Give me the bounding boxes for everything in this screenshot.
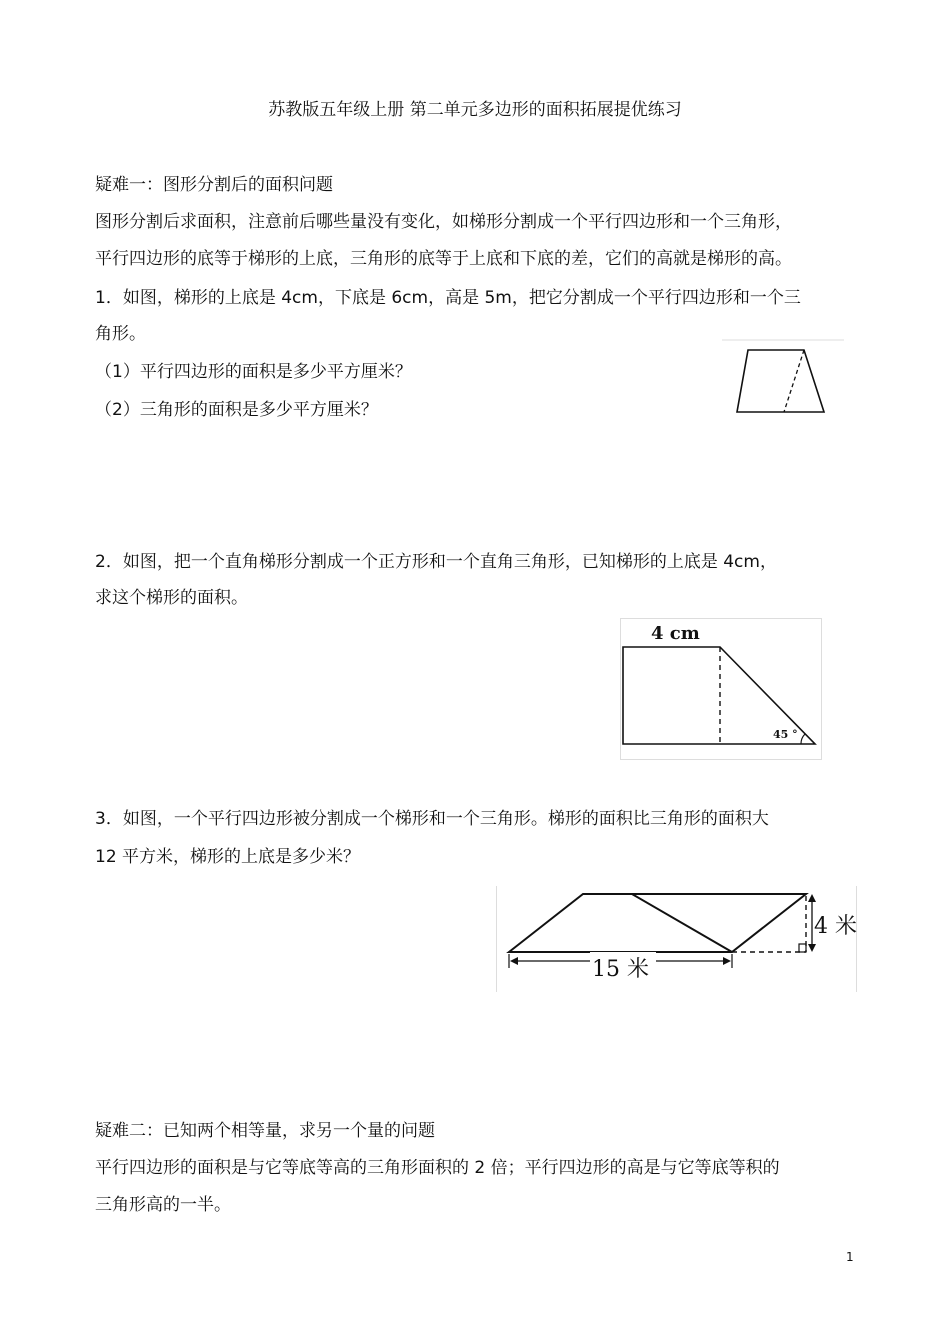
section2-line1: 平行四边形的面积是与它等底等高的三角形面积的 2 倍；平行四边形的高是与它等底等积的 xyxy=(95,1158,780,1178)
trapezoid-figure xyxy=(722,338,846,420)
q1-text-line1: 1．如图，梯形的上底是 4cm，下底是 6cm，高是 5m，把它分割成一个平行四边形和一个三 xyxy=(95,288,801,308)
section2-heading: 疑难二：已知两个相等量，求另一个量的问题 xyxy=(95,1121,435,1141)
angle-label: 45 ° xyxy=(773,728,798,741)
base-arrow-right xyxy=(723,957,731,965)
page-title: 苏教版五年级上册 第二单元多边形的面积拓展提优练习 xyxy=(268,100,682,120)
height-arrow-up xyxy=(808,894,816,902)
section1-heading: 疑难一：图形分割后的面积问题 xyxy=(95,175,333,195)
section1-intro-line1: 图形分割后求面积，注意前后哪些量没有变化，如梯形分割成一个平行四边形和一个三角形， xyxy=(95,212,792,232)
section1-intro-line2: 平行四边形的底等于梯形的上底，三角形的底等于上底和下底的差，它们的高就是梯形的高。 xyxy=(95,249,792,269)
triangle-divider-line xyxy=(632,894,732,952)
q1-subquestion-1: （1）平行四边形的面积是多少平方厘米？ xyxy=(95,362,412,382)
right-angle-mark xyxy=(799,944,806,952)
parallelogram-figure xyxy=(496,886,858,992)
q2-text-line2: 求这个梯形的面积。 xyxy=(95,588,248,608)
q3-text-line2: 12 平方米，梯形的上底是多少米？ xyxy=(95,847,361,867)
right-trapezoid-figure xyxy=(620,618,822,760)
section2-line2: 三角形高的一半。 xyxy=(95,1195,231,1215)
trapezoid-outline xyxy=(737,350,824,412)
parallelogram-outline xyxy=(509,894,806,952)
height-arrow-down xyxy=(808,944,816,952)
trapezoid-dashed-divider xyxy=(784,350,804,412)
base-label: 15 米 xyxy=(592,957,649,982)
angle-arc xyxy=(801,734,805,744)
page-number: 1 xyxy=(846,1250,854,1264)
base-arrow-left xyxy=(510,957,518,965)
height-label: 4 米 xyxy=(814,914,857,939)
q2-text-line1: 2．如图，把一个直角梯形分割成一个正方形和一个直角三角形，已知梯形的上底是 4cm， xyxy=(95,552,777,572)
q1-text-line2: 角形。 xyxy=(95,324,146,344)
top-base-label: 4 cm xyxy=(651,623,700,644)
q1-subquestion-2: （2）三角形的面积是多少平方厘米？ xyxy=(95,400,378,420)
q3-text-line1: 3．如图，一个平行四边形被分割成一个梯形和一个三角形。梯形的面积比三角形的面积大 xyxy=(95,809,769,829)
